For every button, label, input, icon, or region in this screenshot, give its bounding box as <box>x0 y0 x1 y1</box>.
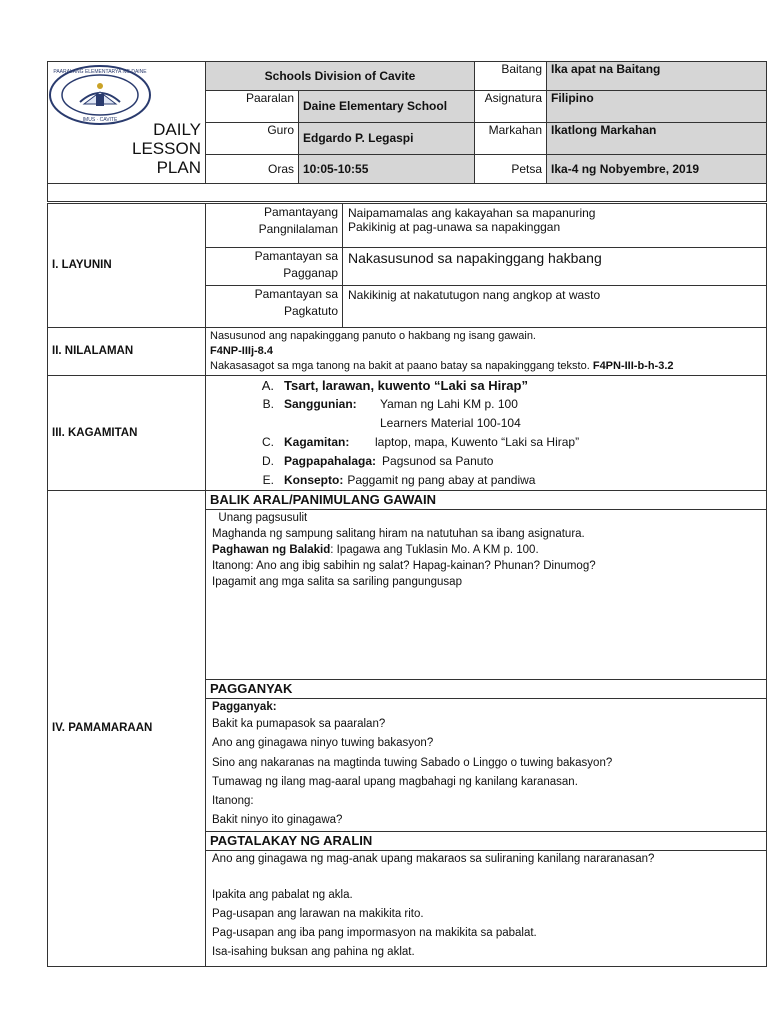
division-name: Schools Division of Cavite <box>264 68 416 83</box>
body-table <box>47 203 767 967</box>
pagtalakay-body <box>206 851 766 962</box>
balik-line-1: Unang pagsusulit <box>212 512 308 524</box>
kagamitan-e-text: Paggamit ng pang abay at pandiwa <box>347 473 536 487</box>
layunin-label-2b: Pagganap <box>283 266 338 280</box>
pagtalakay-line-6: Isa-isahing buksan ang pahina ng aklat. <box>212 945 415 958</box>
kagamitan-c-label: Kagamitan: <box>284 435 350 449</box>
kagamitan-item-e <box>254 471 766 490</box>
section-pamamaraan: IV. PAMAMARAAN <box>48 491 206 967</box>
petsa-label: Petsa <box>475 155 547 184</box>
asignatura-value: Filipino <box>547 91 767 123</box>
layunin-label-2a: Pamantayan sa <box>254 249 338 263</box>
pagganyak-line-2: Ano ang ginagawa ninyo tuwing bakasyon? <box>212 737 434 750</box>
section-kagamitan: III. KAGAMITAN <box>48 376 206 491</box>
kagamitan-item-c <box>254 433 766 452</box>
guro-value: Edgardo P. Legaspi <box>299 123 475 155</box>
balakid-line <box>212 542 760 558</box>
baitang-label: Baitang <box>475 62 547 91</box>
svg-text:PAARALANG ELEMENTARYA NG DAINE: PAARALANG ELEMENTARYA NG DAINE <box>53 69 147 75</box>
layunin-label-3a: Pamantayan sa <box>254 287 338 301</box>
balakid-text: : Ipagawa ang Tuklasin Mo. A KM p. 100. <box>330 544 539 556</box>
letter-d: D. <box>262 454 274 468</box>
pagtalakay-line-5: Pag-usapan ang iba pang impormasyon na makikita sa pabalat. <box>212 926 537 939</box>
pagganyak-line-1: Bakit ka pumapasok sa paaralan? <box>212 718 386 730</box>
pagtalakay-line-4: Pag-usapan ang larawan na makikita rito. <box>212 907 424 920</box>
logo-title-cell <box>48 62 206 184</box>
kagamitan-item-d <box>254 452 766 471</box>
kagamitan-item-b <box>254 395 766 414</box>
pagganyak-label: Pagganyak: <box>212 701 277 713</box>
layunin-label-1b: Pangnilalaman <box>258 222 338 236</box>
markahan-label: Markahan <box>475 123 547 155</box>
baitang-value: Ika apat na Baitang <box>547 62 767 91</box>
layunin-text-1b: Pakikinig at pag-unawa sa napakinggan <box>348 220 561 234</box>
balik-line-4: Itanong: Ano ang ibig sabihin ng salat? Hapag-kainan? Phunan? Dinumog? <box>212 560 596 572</box>
pagtalakay-line-3: Ipakita ang pabalat ng akla. <box>212 888 353 901</box>
nilalaman-line-1: Nasusunod ang napakinggang panuto o hakbang ng isang gawain. <box>210 330 536 342</box>
layunin-label-3b: Pagkatuto <box>283 304 338 318</box>
letter-c: C. <box>262 435 274 449</box>
balik-aral-header: BALIK ARAL/PANIMULANG GAWAIN <box>206 491 766 510</box>
layunin-label-2 <box>206 248 343 286</box>
kagamitan-item-b2 <box>254 414 766 433</box>
header-table <box>47 61 767 202</box>
nilalaman-code-1: F4NP-IIIj-8.4 <box>210 345 273 357</box>
layunin-text-1 <box>343 204 767 248</box>
letter-b: B. <box>262 397 274 411</box>
pagganyak-header: PAGGANYAK <box>206 680 766 699</box>
petsa-value: Ika-4 ng Nobyembre, 2019 <box>547 155 767 184</box>
pamamaraan-content <box>206 491 767 967</box>
balik-line-5: Ipagamit ang mga salita sa sariling pangungusap <box>212 576 462 588</box>
oras-value: 10:05-10:55 <box>299 155 475 184</box>
paaralan-value: Daine Elementary School <box>299 91 475 123</box>
guro-label: Guro <box>206 123 299 155</box>
balakid-label: Paghawan ng Balakid <box>212 544 331 556</box>
kagamitan-item-a <box>254 376 766 395</box>
layunin-text-2a: Nakasusunod sa napakinggang hakbang <box>348 250 602 266</box>
title-lesson: LESSON <box>132 139 201 158</box>
title-daily: DAILY <box>153 120 201 139</box>
kagamitan-a-text: Tsart, larawan, kuwento “Laki sa Hirap” <box>284 378 528 393</box>
layunin-label-1 <box>206 204 343 248</box>
layunin-text-1a: Naipamamalas ang kakayahan sa mapanuring <box>348 206 596 220</box>
paaralan-label: Paaralan <box>206 91 299 123</box>
section-nilalaman: II. NILALAMAN <box>48 328 206 376</box>
pagganyak-line-6: Bakit ninyo ito ginagawa? <box>212 814 343 827</box>
kagamitan-d-text: Pagsunod sa Panuto <box>382 454 494 468</box>
letter-e: E. <box>262 473 274 487</box>
pagganyak-line-5: Itanong: <box>212 795 254 808</box>
balik-line-2: Maghanda ng sampung salitang hiram na natutuhan sa ibang asignatura. <box>212 528 585 540</box>
nilalaman-code-2: F4PN-III-b-h-3.2 <box>592 360 674 372</box>
balik-aral-body <box>206 510 766 680</box>
pagganyak-line-3: Sino ang nakaranas na magtinda tuwing Sabado o Linggo o tuwing bakasyon? <box>212 756 613 769</box>
letter-a: A. <box>261 378 274 393</box>
title-plan: PLAN <box>156 158 201 177</box>
spacer-row <box>48 184 767 202</box>
layunin-text-3a: Nakikinig at nakatutugon nang angkop at wasto <box>348 288 601 302</box>
nilalaman-line-3-text: Nakasasagot sa mga tanong na bakit at paano batay sa napakinggang teksto. <box>210 360 590 372</box>
pagganyak-body <box>206 699 766 832</box>
kagamitan-b-text-2: Learners Material 100-104 <box>380 416 521 430</box>
pagtalakay-line-1: Ano ang ginagawa ng mag-anak upang makaraos sa suliraning kanilang nararanasan? <box>212 852 655 865</box>
kagamitan-e-label: Konsepto: <box>284 473 344 487</box>
layunin-text-2 <box>343 248 767 286</box>
kagamitan-b-text: Yaman ng Lahi KM p. 100 <box>380 397 518 411</box>
kagamitan-list <box>206 376 767 491</box>
layunin-label-3 <box>206 286 343 328</box>
oras-label: Oras <box>206 155 299 184</box>
nilalaman-content <box>206 328 767 376</box>
asignatura-label: Asignatura <box>475 91 547 123</box>
kagamitan-d-label: Pagpapahalaga: <box>284 454 377 468</box>
pagtalakay-line-2 <box>212 867 760 886</box>
pagtalakay-header: PAGTALAKAY NG ARALIN <box>206 832 766 851</box>
section-layunin: I. LAYUNIN <box>48 204 206 328</box>
kagamitan-b-label: Sanggunian: <box>284 397 357 411</box>
nilalaman-line-3 <box>210 359 762 374</box>
kagamitan-c-text: laptop, mapa, Kuwento “Laki sa Hirap” <box>375 435 580 449</box>
division-cell <box>206 62 475 91</box>
pagganyak-line-4: Tumawag ng ilang mag-aaral upang magbahagi ng kanilang karanasan. <box>212 775 578 788</box>
school-logo <box>48 64 152 126</box>
layunin-text-3 <box>343 286 767 328</box>
svg-text:IMUS · CAVITE: IMUS · CAVITE <box>82 117 118 123</box>
layunin-label-1a: Pamantayang <box>263 205 338 219</box>
markahan-value: Ikatlong Markahan <box>547 123 767 155</box>
